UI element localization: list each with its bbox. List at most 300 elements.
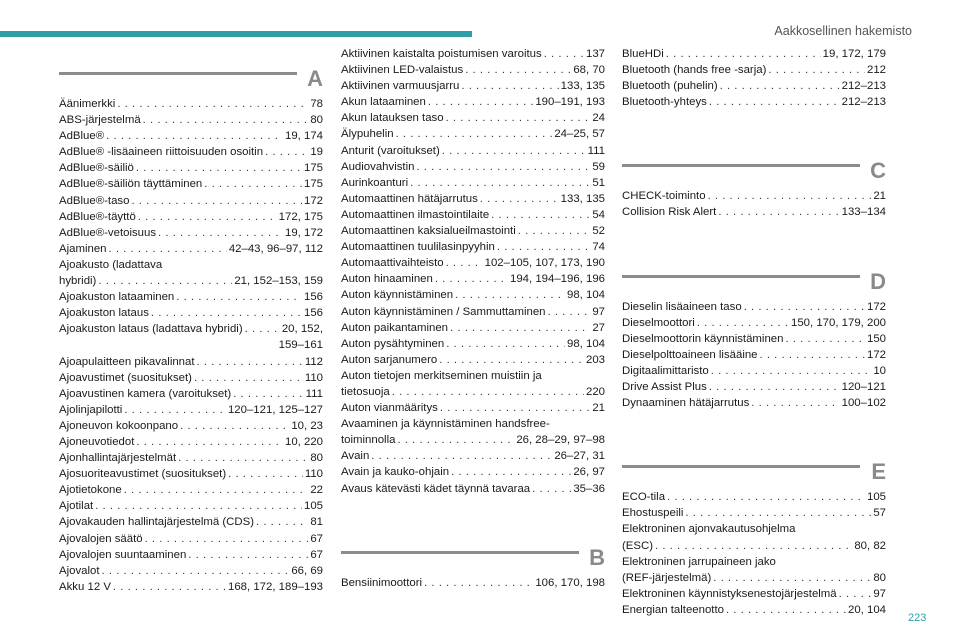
index-entry-term: Aktiivinen kaistalta poistumisen varoitus [341, 48, 542, 60]
index-entry-term: Ajoakuston lataaminen [59, 291, 175, 304]
index-entry-row [622, 505, 886, 521]
index-entry-row [59, 160, 323, 176]
index-entry-term: Ajotietokone [59, 484, 122, 497]
index-entry-term: (ESC) [622, 539, 654, 552]
index-entry [341, 207, 605, 223]
index-entry-term: Avaus kätevästi kädet täynnä tavaraa [341, 482, 531, 495]
index-entry-term: Energian talteenotto [622, 603, 724, 616]
index-entry [59, 450, 323, 466]
dot-leader [491, 207, 590, 223]
index-entry-row [622, 78, 886, 94]
index-entry-row [341, 432, 605, 448]
section-spacer [341, 497, 605, 525]
dot-leader [158, 225, 283, 241]
dot-leader [726, 602, 846, 618]
index-entry [59, 241, 323, 257]
index-entry [59, 176, 323, 192]
index-entry-list [622, 188, 886, 220]
dot-leader [124, 482, 309, 498]
dot-leader [197, 354, 303, 370]
index-entry-term: AdBlue® [59, 130, 105, 143]
index-entry [622, 521, 886, 553]
dot-leader [138, 209, 277, 225]
dot-leader [371, 448, 552, 464]
index-entry-pages: 81 [310, 516, 323, 529]
dot-leader [655, 538, 852, 554]
index-entry-pages: 105 [303, 500, 323, 513]
index-entry-pages: 19, 172 [284, 226, 323, 239]
index-entry [341, 159, 605, 175]
index-entry-pages: 133, 135 [560, 192, 605, 205]
index-entry-row [341, 320, 605, 336]
index-entry-term: hybridi) [59, 275, 97, 288]
index-entry-row [59, 434, 323, 450]
dot-leader [416, 159, 590, 175]
index-entry-pages: 120–121 [841, 381, 886, 394]
index-entry-row [622, 299, 886, 315]
index-entry-row [341, 175, 605, 191]
dot-leader [480, 191, 559, 207]
index-entry-row [59, 498, 323, 514]
index-entry-term: AdBlue®-säiliön täyttäminen [59, 178, 203, 191]
index-entry-row [341, 384, 605, 400]
dot-leader [708, 188, 872, 204]
dot-leader [113, 579, 226, 595]
section-spacer [622, 411, 886, 439]
index-entry-term: Ajoneuvotiedot [59, 435, 135, 448]
dot-leader [451, 464, 571, 480]
dot-leader [131, 193, 302, 209]
index-entry [622, 379, 886, 395]
index-entry-pages: 110 [304, 371, 323, 384]
index-entry-term: Aurinkoanturi [341, 176, 409, 189]
index-entry [59, 305, 323, 321]
index-entry-term-line: Elektroninen jarrupaineen jako [622, 555, 776, 568]
index-entry [59, 354, 323, 370]
index-entry-pages: 26, 97 [573, 466, 605, 479]
index-entry-pages: 59 [592, 160, 605, 173]
index-entry [59, 144, 323, 160]
index-entry-row [59, 386, 323, 402]
index-entry [622, 94, 886, 110]
index-entry-pages: 10 [873, 364, 886, 377]
dot-leader [442, 143, 586, 159]
index-entry-row [341, 126, 605, 142]
index-entry [341, 62, 605, 78]
dot-leader [95, 498, 302, 514]
index-entry-term: Ajovalojen säätö [59, 532, 143, 545]
index-entry-term: Ehostuspeili [622, 507, 684, 520]
dot-leader [428, 94, 533, 110]
index-entry [622, 62, 886, 78]
index-entry-term: Dieselmoottorin käynnistäminen [622, 332, 784, 345]
page-number: 223 [908, 612, 927, 624]
section-rule [622, 465, 860, 468]
section-heading [622, 255, 886, 299]
index-entry [59, 225, 323, 241]
section-heading [622, 144, 886, 188]
index-entry-row [59, 273, 323, 289]
index-entry-term: Bensiinimoottori [341, 576, 423, 589]
dot-leader [256, 514, 308, 530]
index-entry-row [341, 239, 605, 255]
dot-leader [465, 62, 571, 78]
index-entry [341, 239, 605, 255]
index-entry-term: Bluetooth (puhelin) [622, 80, 718, 93]
index-entry-list [622, 489, 886, 618]
index-entry [341, 352, 605, 368]
index-entry-list [622, 299, 886, 412]
index-entry-term: AdBlue®-täyttö [59, 210, 136, 223]
index-entry-term: AdBlue®-taso [59, 194, 130, 207]
dot-leader [145, 531, 309, 547]
index-entry-pages: 98, 104 [566, 337, 605, 350]
index-entry-row [59, 354, 323, 370]
index-column-3 [622, 46, 886, 618]
index-entry-row [341, 191, 605, 207]
dot-leader [711, 363, 872, 379]
index-entry-pages: 203 [585, 353, 605, 366]
dot-leader [720, 78, 840, 94]
index-entry-pages: 212–213 [841, 96, 886, 109]
index-entry-row [341, 271, 605, 287]
index-entry-pages: 172, 175 [278, 210, 323, 223]
index-entry-pages: 35–36 [573, 482, 605, 495]
index-entry-row [59, 563, 323, 579]
dot-leader [666, 46, 821, 62]
index-entry-term: Ajolinjapilotti [59, 403, 123, 416]
index-entry-row [341, 352, 605, 368]
dot-leader [396, 126, 553, 142]
dot-leader [440, 400, 590, 416]
index-entry-pages: 21 [873, 190, 886, 203]
index-entry-pages: 10, 220 [284, 435, 323, 448]
dot-leader [709, 94, 840, 110]
index-entry-row [59, 418, 323, 434]
header-accent-bar [0, 31, 472, 37]
index-entry-pages: 98, 104 [566, 289, 605, 302]
index-entry-pages: 74 [592, 241, 605, 254]
index-section-e [622, 411, 886, 618]
index-entry-row [622, 489, 886, 505]
index-entry [622, 315, 886, 331]
index-entry-term: Digitaalimittaristo [622, 364, 709, 377]
index-entry-term: Auton käynnistäminen [341, 289, 454, 302]
index-entry [341, 94, 605, 110]
index-entry [59, 563, 323, 579]
dot-leader [439, 352, 584, 368]
dot-leader [265, 144, 308, 160]
index-entry-row [59, 128, 323, 144]
index-entry-row [341, 110, 605, 126]
index-entry-row [622, 586, 886, 602]
index-entry-term: Auton paikantaminen [341, 321, 449, 334]
dot-leader [839, 586, 872, 602]
index-entry [622, 46, 886, 62]
index-entry-pages: 137 [585, 48, 605, 60]
index-entry [341, 223, 605, 239]
index-entry [59, 531, 323, 547]
dot-leader [245, 321, 280, 337]
index-entry-term: Ajaminen [59, 242, 107, 255]
index-entry-row [59, 402, 323, 418]
index-entry [59, 209, 323, 225]
dot-leader [518, 223, 591, 239]
index-entry [341, 575, 605, 591]
index-entry-term: Dieselpolttoaineen lisääine [622, 348, 758, 361]
index-entry [59, 257, 323, 289]
section-rule [622, 164, 860, 167]
index-entry-pages: 102–105, 107, 173, 190 [484, 257, 605, 270]
index-entry [341, 46, 605, 62]
index-entry-pages: 150, 170, 179, 200 [790, 316, 886, 329]
index-entry-row [341, 464, 605, 480]
index-entry [341, 287, 605, 303]
section-heading [341, 531, 605, 575]
index-column-1 [59, 46, 323, 595]
index-entry-row [622, 347, 886, 363]
index-entry [59, 193, 323, 209]
dot-leader [204, 176, 302, 192]
index-entry [341, 271, 605, 287]
section-heading [622, 445, 886, 489]
index-entry-row [622, 538, 886, 554]
dot-leader [180, 418, 289, 434]
dot-leader [713, 570, 871, 586]
index-entry-term: Automaattinen ilmastointilaite [341, 208, 490, 221]
index-entry-pages: 78 [310, 98, 323, 110]
dot-leader [532, 481, 571, 497]
index-entry-row [341, 481, 605, 497]
index-entry-pages: 67 [310, 548, 323, 561]
index-entry [59, 482, 323, 498]
dot-leader [176, 289, 302, 305]
index-entry-term: Akun lataaminen [341, 96, 426, 109]
index-entry-pages: 133, 135 [560, 80, 605, 93]
section-letter: B [589, 544, 605, 570]
index-entry [341, 191, 605, 207]
index-entry-term: Drive Assist Plus [622, 381, 707, 394]
index-entry-row [341, 143, 605, 159]
dot-leader [151, 305, 302, 321]
dot-leader [435, 271, 508, 287]
index-entry [622, 505, 886, 521]
index-entry-pages: 175 [303, 162, 323, 175]
index-entry-list [622, 46, 886, 110]
index-column-2 [341, 46, 605, 591]
index-entry [341, 126, 605, 142]
index-entry-row [622, 570, 886, 586]
index-entry-term: Akun latauksen taso [341, 112, 444, 125]
index-entry-term: Auton pysähtyminen [341, 337, 445, 350]
dot-leader [233, 386, 303, 402]
index-entry-row [622, 188, 886, 204]
index-entry-pages: 80 [310, 452, 323, 465]
index-entry-row [59, 96, 323, 112]
section-rule [622, 275, 860, 278]
index-entry-row [341, 223, 605, 239]
index-entry [341, 78, 605, 94]
index-entry-row [341, 62, 605, 78]
index-entry-pages: 20, 104 [847, 603, 886, 616]
index-entry-pages: 111 [587, 144, 605, 157]
index-entry-term: ABS-järjestelmä [59, 114, 141, 127]
index-entry-term: AdBlue®-vetoisuus [59, 226, 157, 239]
index-entry [341, 400, 605, 416]
index-entry-term: Aktiivinen LED-valaistus [341, 64, 464, 77]
index-entry [341, 110, 605, 126]
index-section-continued [341, 46, 605, 497]
index-entry-row [341, 159, 605, 175]
index-entry [59, 370, 323, 386]
index-entry-row [622, 331, 886, 347]
dot-leader [109, 241, 227, 257]
dot-leader [424, 575, 533, 591]
dot-leader [697, 315, 789, 331]
index-entry-term: Ajoapulaitteen pikavalinnat [59, 355, 195, 368]
index-entry-term: Ajovalojen suuntaaminen [59, 548, 187, 561]
index-entry-pages: 19, 172, 179 [822, 48, 886, 60]
dot-leader [785, 331, 865, 347]
index-section-d [622, 221, 886, 412]
index-entry-row [341, 336, 605, 352]
index-entry-pages: 172 [866, 348, 886, 361]
index-entry-pages: 21 [592, 402, 605, 415]
index-entry-pages: 10, 23 [291, 419, 323, 432]
index-entry-pages: 168, 172, 189–193 [227, 580, 323, 593]
index-entry-term: (REF-järjestelmä) [622, 571, 712, 584]
index-entry-pages: 57 [873, 507, 886, 520]
index-entry-row [59, 241, 323, 257]
index-entry-term: AdBlue® -lisäaineen riittoisuuden osoitin [59, 146, 264, 159]
index-entry-pages: 52 [592, 225, 605, 238]
index-entry-pages: 156 [303, 291, 323, 304]
index-entry [59, 579, 323, 595]
index-entry [59, 289, 323, 305]
index-entry-pages: 80 [873, 571, 886, 584]
index-entry-row [59, 209, 323, 225]
index-entry [622, 586, 886, 602]
dot-leader [178, 450, 308, 466]
index-section-c [622, 110, 886, 220]
index-entry [341, 368, 605, 400]
index-entry-term: Bluetooth (hands free -sarja) [622, 64, 767, 77]
index-entry-pages: 27 [592, 321, 605, 334]
index-entry [59, 128, 323, 144]
index-entry-row [622, 315, 886, 331]
index-entry-row [59, 547, 323, 563]
index-entry-term: BlueHDi [622, 48, 664, 60]
index-entry [622, 363, 886, 379]
index-entry-term: Anturit (varoitukset) [341, 144, 440, 157]
dot-leader [768, 62, 865, 78]
index-entry-term: CHECK-toiminto [622, 190, 706, 203]
index-entry [622, 347, 886, 363]
index-entry-pages: 156 [303, 307, 323, 320]
index-entry [59, 434, 323, 450]
header-title: Aakkosellinen hakemisto [774, 24, 912, 38]
index-entry [622, 331, 886, 347]
index-entry-pages: 24–25, 57 [554, 128, 605, 141]
index-entry-term-line: Avaaminen ja käynnistäminen handsfree- [341, 418, 550, 431]
dot-leader [685, 505, 871, 521]
index-entry-row [341, 287, 605, 303]
index-entry-row [622, 46, 886, 62]
dot-leader [497, 239, 590, 255]
index-entry-pages: 175 [303, 178, 323, 191]
index-entry [622, 602, 886, 618]
index-entry-pages: 110 [304, 468, 323, 481]
index-entry-term: Audiovahvistin [341, 160, 415, 173]
index-entry-row [622, 62, 886, 78]
index-entry-pages: 172 [866, 300, 886, 313]
dot-leader [106, 128, 283, 144]
index-entry-list [341, 46, 605, 497]
index-entry-term: Akku 12 V [59, 580, 111, 593]
index-entry-term: Aktiivinen varmuusjarru [341, 80, 460, 93]
index-entry-row [622, 204, 886, 220]
dot-leader [143, 112, 309, 128]
dot-leader [544, 46, 584, 62]
section-letter: A [307, 66, 323, 91]
index-section-a [59, 52, 323, 595]
index-entry-row [341, 575, 605, 591]
index-entry-term-line: Ajoakusto (ladattava [59, 258, 163, 271]
dot-leader [461, 78, 558, 94]
dot-leader [98, 273, 232, 289]
index-entry [341, 175, 605, 191]
index-entry [622, 554, 886, 586]
index-entry-pages: 19, 174 [284, 130, 323, 143]
index-entry-term: Ajotilat [59, 500, 94, 513]
section-letter: E [871, 459, 886, 485]
index-entry-term: Automaattinen tuulilasinpyyhin [341, 241, 495, 254]
index-entry-pages: 190–191, 193 [535, 96, 605, 109]
index-entry-row [59, 321, 323, 337]
dot-leader [455, 287, 565, 303]
index-entry-pages: 21, 152–153, 159 [234, 275, 323, 288]
index-entry-row [622, 363, 886, 379]
dot-leader [188, 547, 308, 563]
index-entry-row [341, 400, 605, 416]
dot-leader [744, 299, 865, 315]
section-rule [59, 72, 297, 75]
index-entry-term: Ajovakauden hallintajärjestelmä (CDS) [59, 516, 254, 529]
index-entry [622, 395, 886, 411]
index-entry [622, 299, 886, 315]
index-entry-pages: 19 [310, 146, 323, 159]
index-entry [59, 96, 323, 112]
index-entry-row [622, 94, 886, 110]
index-entry-pages: 68, 70 [573, 64, 605, 77]
index-entry-row [341, 46, 605, 62]
dot-leader [410, 175, 590, 191]
index-entry-pages: 133–134 [841, 206, 886, 219]
index-entry [622, 489, 886, 505]
index-entry-term: AdBlue®-säiliö [59, 162, 134, 175]
section-heading [59, 52, 323, 96]
index-entry-row [341, 207, 605, 223]
index-entry [59, 418, 323, 434]
index-entry [341, 255, 605, 271]
dot-leader [136, 160, 302, 176]
index-entry [59, 386, 323, 402]
index-entry-term: tietosuoja [341, 385, 390, 398]
index-entry-row [59, 370, 323, 386]
index-entry-pages: 51 [592, 176, 605, 189]
dot-leader [124, 402, 226, 418]
index-entry-pages: 22 [310, 484, 323, 497]
